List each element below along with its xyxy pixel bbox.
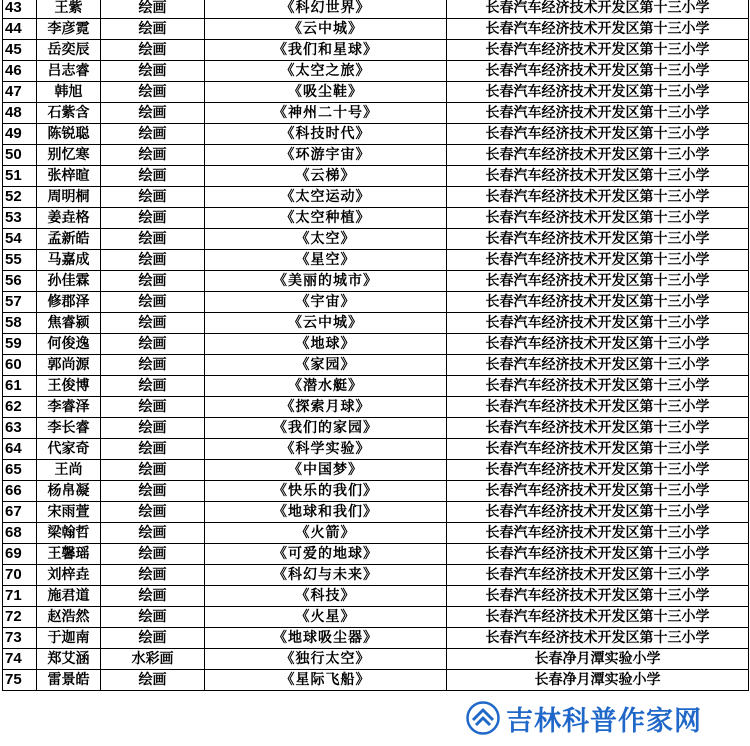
artwork-title-cell: 《科学实验》 (205, 439, 447, 460)
table-row (3, 166, 749, 187)
artwork-category-cell: 绘画 (101, 19, 205, 40)
artwork-category-cell: 绘画 (101, 460, 205, 481)
table-row (3, 397, 749, 418)
table-row (3, 40, 749, 61)
row-number-cell: 62 (3, 397, 37, 418)
artwork-category-cell: 绘画 (101, 481, 205, 502)
row-number-cell: 55 (3, 250, 37, 271)
artwork-title-cell: 《家园》 (205, 355, 447, 376)
artwork-category-cell: 绘画 (101, 166, 205, 187)
student-name-cell: 陈锐聪 (37, 124, 101, 145)
table-row (3, 628, 749, 649)
artwork-category-cell: 绘画 (101, 40, 205, 61)
school-name-cell: 长春汽车经济技术开发区第十三小学 (447, 124, 749, 145)
artwork-category-cell: 水彩画 (101, 649, 205, 670)
artwork-title-cell: 《火箭》 (205, 523, 447, 544)
artwork-title-cell: 《云梯》 (205, 166, 447, 187)
student-name-cell: 郭尚源 (37, 355, 101, 376)
school-name-cell: 长春汽车经济技术开发区第十三小学 (447, 607, 749, 628)
table-row (3, 229, 749, 250)
artwork-title-cell: 《宇宙》 (205, 292, 447, 313)
artwork-title-cell: 《太空》 (205, 229, 447, 250)
school-name-cell: 长春汽车经济技术开发区第十三小学 (447, 334, 749, 355)
student-name-cell: 王馨瑶 (37, 544, 101, 565)
row-number-cell: 52 (3, 187, 37, 208)
school-name-cell: 长春汽车经济技术开发区第十三小学 (447, 502, 749, 523)
student-name-cell: 郑艾涵 (37, 649, 101, 670)
row-number-cell: 67 (3, 502, 37, 523)
school-name-cell: 长春汽车经济技术开发区第十三小学 (447, 208, 749, 229)
artwork-category-cell: 绘画 (101, 0, 205, 19)
row-number-cell: 65 (3, 460, 37, 481)
school-name-cell: 长春汽车经济技术开发区第十三小学 (447, 292, 749, 313)
artwork-title-cell: 《太空之旅》 (205, 61, 447, 82)
school-name-cell: 长春汽车经济技术开发区第十三小学 (447, 565, 749, 586)
school-name-cell: 长春汽车经济技术开发区第十三小学 (447, 418, 749, 439)
artwork-category-cell: 绘画 (101, 145, 205, 166)
artwork-title-cell: 《中国梦》 (205, 460, 447, 481)
table-row (3, 355, 749, 376)
row-number-cell: 74 (3, 649, 37, 670)
table-row (3, 250, 749, 271)
school-name-cell: 长春汽车经济技术开发区第十三小学 (447, 103, 749, 124)
table-row (3, 565, 749, 586)
school-name-cell: 长春汽车经济技术开发区第十三小学 (447, 523, 749, 544)
student-name-cell: 韩旭 (37, 82, 101, 103)
row-number-cell: 69 (3, 544, 37, 565)
artwork-category-cell: 绘画 (101, 544, 205, 565)
school-name-cell: 长春净月潭实验小学 (447, 670, 749, 691)
artwork-category-cell: 绘画 (101, 397, 205, 418)
table-row (3, 586, 749, 607)
artwork-title-cell: 《太空运动》 (205, 187, 447, 208)
artwork-category-cell: 绘画 (101, 355, 205, 376)
school-name-cell: 长春汽车经济技术开发区第十三小学 (447, 250, 749, 271)
student-name-cell: 周明桐 (37, 187, 101, 208)
artwork-title-cell: 《科幻与未来》 (205, 565, 447, 586)
row-number-cell: 46 (3, 61, 37, 82)
table-row (3, 103, 749, 124)
artwork-title-cell: 《可爱的地球》 (205, 544, 447, 565)
student-name-cell: 何俊逸 (37, 334, 101, 355)
table-row (3, 271, 749, 292)
table-row (3, 19, 749, 40)
school-name-cell: 长春汽车经济技术开发区第十三小学 (447, 355, 749, 376)
artwork-category-cell: 绘画 (101, 292, 205, 313)
school-name-cell: 长春汽车经济技术开发区第十三小学 (447, 586, 749, 607)
student-name-cell: 石紫含 (37, 103, 101, 124)
school-name-cell: 长春汽车经济技术开发区第十三小学 (447, 166, 749, 187)
student-name-cell: 修郡泽 (37, 292, 101, 313)
student-name-cell: 别忆寒 (37, 145, 101, 166)
artwork-title-cell: 《太空种植》 (205, 208, 447, 229)
student-name-cell: 孙佳霖 (37, 271, 101, 292)
school-name-cell: 长春汽车经济技术开发区第十三小学 (447, 313, 749, 334)
student-name-cell: 王尚 (37, 460, 101, 481)
table-row (3, 124, 749, 145)
artwork-title-cell: 《我们的家园》 (205, 418, 447, 439)
student-name-cell: 孟新皓 (37, 229, 101, 250)
row-number-cell: 48 (3, 103, 37, 124)
artwork-title-cell: 《云中城》 (205, 313, 447, 334)
student-name-cell: 吕志睿 (37, 61, 101, 82)
artwork-title-cell: 《地球吸尘器》 (205, 628, 447, 649)
school-name-cell: 长春汽车经济技术开发区第十三小学 (447, 628, 749, 649)
artwork-title-cell: 《地球》 (205, 334, 447, 355)
artwork-category-cell: 绘画 (101, 502, 205, 523)
student-name-cell: 焦睿颍 (37, 313, 101, 334)
artwork-title-cell: 《云中城》 (205, 19, 447, 40)
artwork-title-cell: 《环游宇宙》 (205, 145, 447, 166)
student-name-cell: 姜垚格 (37, 208, 101, 229)
row-number-cell: 51 (3, 166, 37, 187)
row-number-cell: 49 (3, 124, 37, 145)
row-number-cell: 61 (3, 376, 37, 397)
row-number-cell: 71 (3, 586, 37, 607)
school-name-cell: 长春汽车经济技术开发区第十三小学 (447, 397, 749, 418)
artwork-title-cell: 《科幻世界》 (205, 0, 447, 19)
school-name-cell: 长春汽车经济技术开发区第十三小学 (447, 376, 749, 397)
artwork-category-cell: 绘画 (101, 271, 205, 292)
artwork-title-cell: 《我们和星球》 (205, 40, 447, 61)
student-name-cell: 宋雨萱 (37, 502, 101, 523)
student-name-cell: 施君道 (37, 586, 101, 607)
table-row (3, 82, 749, 103)
artwork-category-cell: 绘画 (101, 607, 205, 628)
student-name-cell: 于迦南 (37, 628, 101, 649)
artwork-title-cell: 《科技时代》 (205, 124, 447, 145)
row-number-cell: 43 (3, 0, 37, 19)
school-name-cell: 长春汽车经济技术开发区第十三小学 (447, 40, 749, 61)
row-number-cell: 56 (3, 271, 37, 292)
student-name-cell: 李长睿 (37, 418, 101, 439)
jilin-science-logo-icon (466, 701, 500, 735)
student-name-cell: 梁翰哲 (37, 523, 101, 544)
artwork-title-cell: 《火星》 (205, 607, 447, 628)
artwork-category-cell: 绘画 (101, 628, 205, 649)
table-row (3, 208, 749, 229)
artwork-category-cell: 绘画 (101, 124, 205, 145)
row-number-cell: 75 (3, 670, 37, 691)
student-name-cell: 李彦霓 (37, 19, 101, 40)
artwork-category-cell: 绘画 (101, 103, 205, 124)
artwork-title-cell: 《独行太空》 (205, 649, 447, 670)
artwork-category-cell: 绘画 (101, 439, 205, 460)
artwork-title-cell: 《科技》 (205, 586, 447, 607)
table-row (3, 502, 749, 523)
school-name-cell: 长春汽车经济技术开发区第十三小学 (447, 229, 749, 250)
school-name-cell: 长春汽车经济技术开发区第十三小学 (447, 61, 749, 82)
school-name-cell: 长春汽车经济技术开发区第十三小学 (447, 460, 749, 481)
student-name-cell: 代家奇 (37, 439, 101, 460)
school-name-cell: 长春汽车经济技术开发区第十三小学 (447, 187, 749, 208)
row-number-cell: 59 (3, 334, 37, 355)
row-number-cell: 50 (3, 145, 37, 166)
award-list-table (2, 0, 749, 691)
student-name-cell: 马嘉成 (37, 250, 101, 271)
row-number-cell: 47 (3, 82, 37, 103)
row-number-cell: 73 (3, 628, 37, 649)
artwork-category-cell: 绘画 (101, 586, 205, 607)
school-name-cell: 长春汽车经济技术开发区第十三小学 (447, 439, 749, 460)
artwork-title-cell: 《探索月球》 (205, 397, 447, 418)
artwork-category-cell: 绘画 (101, 250, 205, 271)
row-number-cell: 44 (3, 19, 37, 40)
row-number-cell: 70 (3, 565, 37, 586)
table-row (3, 61, 749, 82)
table-row (3, 376, 749, 397)
table-row (3, 460, 749, 481)
school-name-cell: 长春汽车经济技术开发区第十三小学 (447, 271, 749, 292)
table-row (3, 670, 749, 691)
artwork-title-cell: 《吸尘鞋》 (205, 82, 447, 103)
artwork-category-cell: 绘画 (101, 229, 205, 250)
table-row (3, 439, 749, 460)
row-number-cell: 66 (3, 481, 37, 502)
artwork-category-cell: 绘画 (101, 61, 205, 82)
artwork-title-cell: 《美丽的城市》 (205, 271, 447, 292)
table-row (3, 145, 749, 166)
artwork-category-cell: 绘画 (101, 82, 205, 103)
student-name-cell: 王紫 (37, 0, 101, 19)
artwork-category-cell: 绘画 (101, 376, 205, 397)
school-name-cell: 长春汽车经济技术开发区第十三小学 (447, 19, 749, 40)
table-row (3, 544, 749, 565)
artwork-title-cell: 《地球和我们》 (205, 502, 447, 523)
award-list-body (3, 0, 749, 691)
row-number-cell: 63 (3, 418, 37, 439)
watermark-text: 吉林科普作家网 (506, 705, 702, 737)
row-number-cell: 53 (3, 208, 37, 229)
student-name-cell: 王俊博 (37, 376, 101, 397)
school-name-cell: 长春净月潭实验小学 (447, 649, 749, 670)
row-number-cell: 57 (3, 292, 37, 313)
table-row (3, 523, 749, 544)
artwork-category-cell: 绘画 (101, 187, 205, 208)
table-row (3, 607, 749, 628)
student-name-cell: 赵浩然 (37, 607, 101, 628)
artwork-category-cell: 绘画 (101, 565, 205, 586)
site-watermark (466, 700, 702, 736)
table-row (3, 313, 749, 334)
row-number-cell: 58 (3, 313, 37, 334)
row-number-cell: 72 (3, 607, 37, 628)
student-name-cell: 张梓暄 (37, 166, 101, 187)
row-number-cell: 60 (3, 355, 37, 376)
artwork-category-cell: 绘画 (101, 334, 205, 355)
artwork-category-cell: 绘画 (101, 670, 205, 691)
school-name-cell: 长春汽车经济技术开发区第十三小学 (447, 0, 749, 19)
artwork-title-cell: 《星际飞船》 (205, 670, 447, 691)
artwork-title-cell: 《星空》 (205, 250, 447, 271)
table-row (3, 187, 749, 208)
school-name-cell: 长春汽车经济技术开发区第十三小学 (447, 481, 749, 502)
student-name-cell: 李睿泽 (37, 397, 101, 418)
student-name-cell: 刘梓垚 (37, 565, 101, 586)
table-row (3, 418, 749, 439)
row-number-cell: 64 (3, 439, 37, 460)
student-name-cell: 雷景皓 (37, 670, 101, 691)
artwork-category-cell: 绘画 (101, 208, 205, 229)
student-name-cell: 岳奕辰 (37, 40, 101, 61)
row-number-cell: 54 (3, 229, 37, 250)
school-name-cell: 长春汽车经济技术开发区第十三小学 (447, 82, 749, 103)
artwork-title-cell: 《快乐的我们》 (205, 481, 447, 502)
row-number-cell: 45 (3, 40, 37, 61)
table-row (3, 334, 749, 355)
row-number-cell: 68 (3, 523, 37, 544)
student-name-cell: 杨帛凝 (37, 481, 101, 502)
table-row (3, 481, 749, 502)
artwork-category-cell: 绘画 (101, 418, 205, 439)
artwork-category-cell: 绘画 (101, 523, 205, 544)
artwork-category-cell: 绘画 (101, 313, 205, 334)
table-row (3, 292, 749, 313)
school-name-cell: 长春汽车经济技术开发区第十三小学 (447, 544, 749, 565)
table-row (3, 649, 749, 670)
artwork-title-cell: 《潜水艇》 (205, 376, 447, 397)
school-name-cell: 长春汽车经济技术开发区第十三小学 (447, 145, 749, 166)
artwork-title-cell: 《神州二十号》 (205, 103, 447, 124)
table-row (3, 0, 749, 19)
